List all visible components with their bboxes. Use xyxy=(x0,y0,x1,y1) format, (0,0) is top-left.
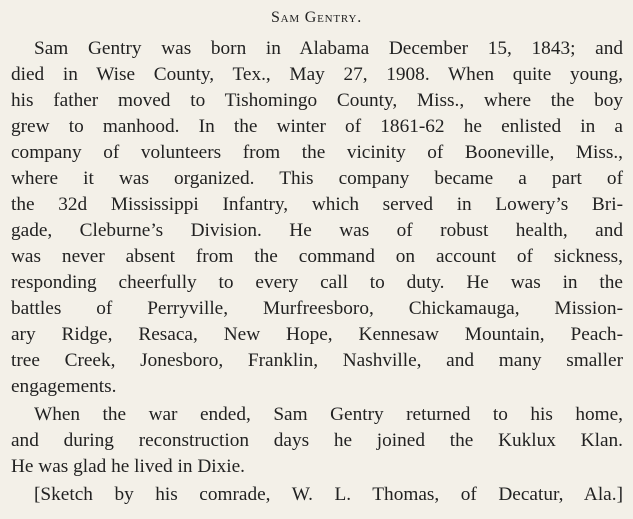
text-line-10: responding cheerfully to every call to duty. He was in the xyxy=(11,272,623,293)
text-line-16: and during reconstruction days he joined the Kuklux Klan. xyxy=(11,430,623,451)
article-title: Sam Gentry. xyxy=(270,9,363,26)
text-line-9: was never absent from the command on account of sickness, xyxy=(11,246,623,267)
text-line-12: ary Ridge, Resaca, New Hope, Kennesaw Mountain, Peach- xyxy=(11,324,623,345)
text-line-8: gade, Cleburne’s Division. He was of robust health, and xyxy=(11,220,623,241)
text-line-13: tree Creek, Jonesboro, Franklin, Nashville, and many smaller xyxy=(11,350,623,371)
text-line-11: battles of Perryville, Murfreesboro, Chickamauga, Mission- xyxy=(11,298,623,319)
text-line-17: He was glad he lived in Dixie. xyxy=(11,456,245,477)
text-line-4: grew to manhood. In the winter of 1861-62 he enlisted in a xyxy=(11,116,623,137)
text-line-6: where it was organized. This company became a part of xyxy=(11,168,623,189)
text-line-2: died in Wise County, Tex., May 27, 1908. When quite young, xyxy=(11,64,623,85)
text-line-3: his father moved to Tishomingo County, Miss., where the boy xyxy=(11,90,623,111)
text-line-1: Sam Gentry was born in Alabama December 15, 1843; and xyxy=(34,38,623,59)
text-line-15: When the war ended, Sam Gentry returned to his home, xyxy=(34,404,623,425)
text-line-14: engagements. xyxy=(11,376,117,397)
sketch-credit: [Sketch by his comrade, W. L. Thomas, of Decatur, Ala.] xyxy=(34,484,623,505)
text-line-7: the 32d Mississippi Infantry, which served in Lowery’s Bri- xyxy=(11,194,623,215)
text-line-5: company of volunteers from the vicinity of Booneville, Miss., xyxy=(11,142,623,163)
